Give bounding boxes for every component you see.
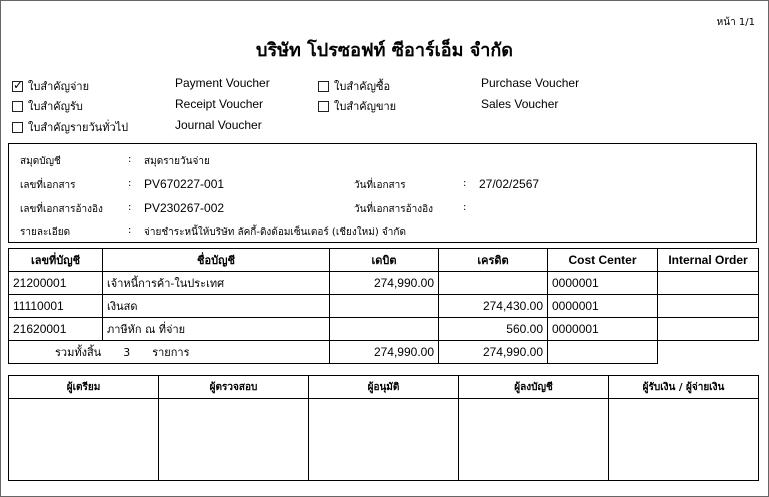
signature-row [9, 399, 759, 481]
account-name-cell: เจ้าหนี้การค้า-ในประเทศ [103, 272, 330, 295]
col-header-cost-center: Cost Center [548, 249, 658, 272]
voucher-type-english: Journal Voucher [175, 118, 262, 132]
voucher-type-receipt[interactable] [12, 97, 83, 115]
account-name-cell: เงินสด [103, 295, 330, 318]
checkbox-icon[interactable] [318, 101, 329, 112]
debit-cell [330, 295, 439, 318]
voucher-type-label: ใบสำคัญรับ [28, 100, 83, 113]
internal-order-cell [658, 318, 759, 341]
voucher-type-journal[interactable] [12, 118, 128, 136]
total-summary-cell [9, 341, 330, 364]
voucher-type-purchase[interactable] [318, 77, 390, 95]
signature-box-approver[interactable] [309, 399, 459, 481]
signature-header-poster: ผู้ลงบัญชี [459, 376, 609, 399]
col-header-internal-order: Internal Order [658, 249, 759, 272]
total-debit-cell: 274,990.00 [330, 341, 439, 364]
checkbox-icon[interactable] [12, 122, 23, 133]
account-name-cell: ภาษีหัก ณ ที่จ่าย [103, 318, 330, 341]
colon: : [463, 202, 467, 213]
table-header-row [9, 249, 759, 272]
debit-cell [330, 318, 439, 341]
table-row [9, 295, 759, 318]
account-no-cell: 11110001 [9, 295, 103, 318]
signature-box-checker[interactable] [159, 399, 309, 481]
table-row [9, 318, 759, 341]
voucher-type-label: ใบสำคัญขาย [334, 100, 397, 113]
total-label: รวมทั้งสิ้น [55, 346, 102, 359]
voucher-type-english: Purchase Voucher [481, 76, 580, 90]
col-header-account-no: เลขที่บัญชี [9, 249, 103, 272]
signature-header-payee: ผู้รับเงิน / ผู้จ่ายเงิน [609, 376, 759, 399]
internal-order-cell [658, 272, 759, 295]
colon: : [128, 202, 132, 213]
debit-cell: 274,990.00 [330, 272, 439, 295]
credit-cell [439, 272, 548, 295]
colon: : [128, 178, 132, 189]
voucher-type-english: Receipt Voucher [175, 97, 264, 111]
voucher-type-english: Payment Voucher [175, 76, 270, 90]
journal-value: สมุดรายวันจ่าย [144, 156, 210, 167]
colon: : [128, 154, 132, 165]
colon: : [463, 178, 467, 189]
table-row [9, 272, 759, 295]
voucher-type-payment[interactable] [12, 77, 89, 95]
signature-box-preparer[interactable] [9, 399, 159, 481]
signature-header-checker: ผู้ตรวจสอบ [159, 376, 309, 399]
total-row [9, 341, 759, 364]
signature-header-row [9, 376, 759, 399]
total-credit-cell: 274,990.00 [439, 341, 548, 364]
description-label: รายละเอียด [20, 227, 71, 238]
col-header-credit: เครดิต [439, 249, 548, 272]
checkbox-icon[interactable] [318, 81, 329, 92]
signature-header-preparer: ผู้เตรียม [9, 376, 159, 399]
account-no-cell: 21200001 [9, 272, 103, 295]
signature-header-approver: ผู้อนุมัติ [309, 376, 459, 399]
voucher-type-label: ใบสำคัญรายวันทั่วไป [28, 121, 129, 134]
docdate-value: 27/02/2567 [479, 177, 540, 191]
voucher-type-sales[interactable] [318, 97, 396, 115]
total-count: 3 [123, 346, 131, 359]
cost-center-cell: 0000001 [548, 272, 658, 295]
signature-box-payee[interactable] [609, 399, 759, 481]
checkbox-checked-icon[interactable] [12, 81, 23, 92]
refno-label: เลขที่เอกสารอ้างอิง [20, 204, 103, 215]
docno-label: เลขที่เอกสาร [20, 180, 76, 191]
voucher-type-english: Sales Voucher [481, 97, 559, 111]
total-unit: รายการ [152, 346, 190, 359]
signature-table [8, 375, 759, 481]
col-header-account-name: ชื่อบัญชี [103, 249, 330, 272]
account-no-cell: 21620001 [9, 318, 103, 341]
docdate-label: วันที่เอกสาร [354, 180, 406, 191]
internal-order-cell [658, 295, 759, 318]
docno-value: PV670227-001 [144, 177, 225, 191]
company-title: บริษัท โปรซอฟท์ ซีอาร์เอ็ม จำกัด [256, 40, 513, 61]
checkbox-icon[interactable] [12, 101, 23, 112]
cost-center-cell: 0000001 [548, 318, 658, 341]
cost-center-cell: 0000001 [548, 295, 658, 318]
voucher-type-label: ใบสำคัญจ่าย [28, 80, 90, 93]
credit-cell: 560.00 [439, 318, 548, 341]
journal-lines-table [8, 248, 759, 364]
colon: : [128, 225, 132, 236]
total-empty-cell [658, 341, 759, 364]
refdate-label: วันที่เอกสารอ้างอิง [354, 204, 434, 215]
document-info-box [8, 143, 757, 243]
voucher-type-label: ใบสำคัญซื้อ [334, 80, 391, 93]
journal-label: สมุดบัญชี [20, 156, 61, 167]
page-number: หน้า 1/1 [716, 17, 755, 28]
signature-box-poster[interactable] [459, 399, 609, 481]
credit-cell: 274,430.00 [439, 295, 548, 318]
refno-value: PV230267-002 [144, 201, 225, 215]
col-header-debit: เดบิต [330, 249, 439, 272]
total-empty-cell [548, 341, 658, 364]
description-value: จ่ายชำระหนี้ให้บริษัท ลัคกี้-ดิงด้อมเซ็นเตอร์ (เชียงใหม่) จำกัด [144, 227, 406, 238]
